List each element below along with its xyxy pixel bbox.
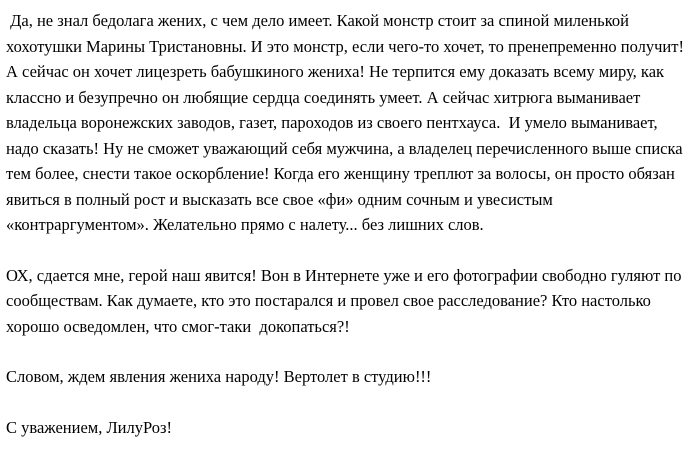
- article-body: [6, 8, 689, 440]
- paragraph: Да, не знал бедолага жених, с чем дело имеет. Какой монстр стоит за спиной миленькой хохотушки Марины Тристановны. И это монстр, если чего-то хочет, то пренепременно получит! А сейчас он хочет лицезреть бабушкиного жениха! Не терпится ему доказать всему миру, как классно и безупречно он любящие сердца соединять умеет. А сейчас хитрюга выманивает владельца воронежских заводов, газет, пароходов из своего пентхауса. И умело выманивает, надо сказать! Ну не сможет уважающий себя мужчина, а владелец перечисленного выше списка тем более, снести такое оскорбление! Когда его женщину треплют за волосы, он просто обязан явиться в полный рост и высказать все свое «фи» одним сочным и увесистым «контраргументом». Желательно прямо с налету... без лишних слов.: [6, 11, 689, 234]
- paragraph: ОХ, сдается мне, герой наш явится! Вон в Интернете уже и его фотографии свободно гуляют по сообществам. Как думаете, кто это постарался и провел свое расследование? Кто настолько хорошо осведомлен, что смог-таки докопаться?!: [6, 265, 686, 336]
- paragraph: Словом, ждем явления жениха народу! Вертолет в студию!!!: [6, 367, 432, 386]
- paragraph: С уважением, ЛилуРоз!: [6, 417, 172, 437]
